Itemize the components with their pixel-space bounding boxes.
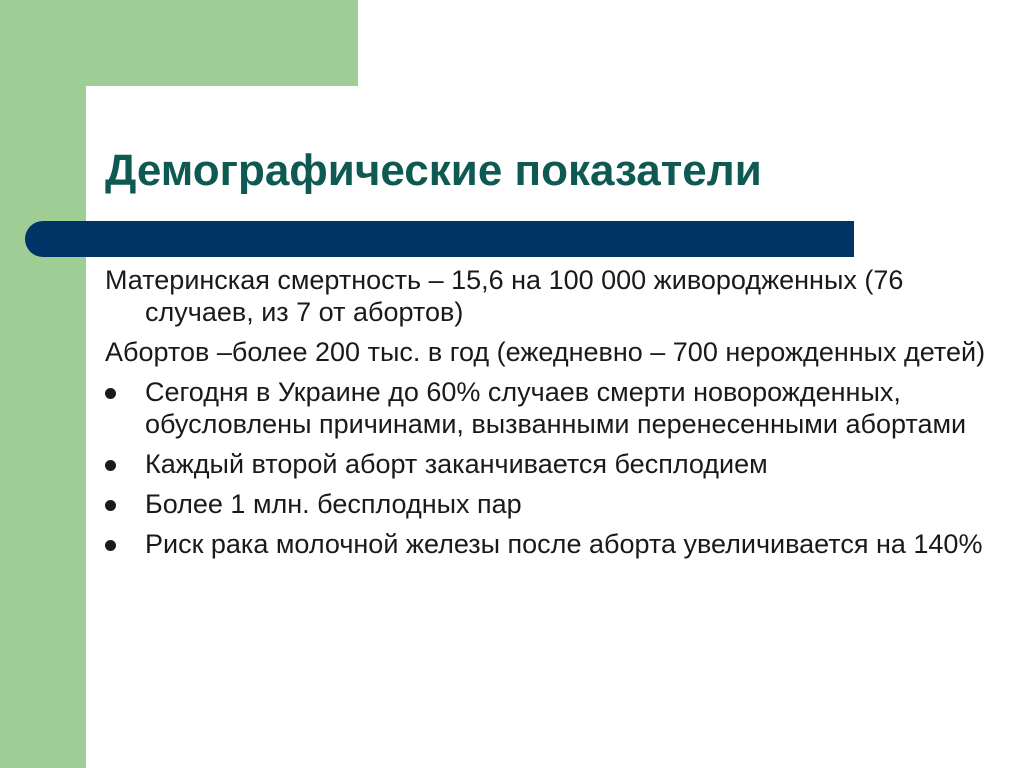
slide-title: Демографические показатели <box>105 146 762 195</box>
title-divider-bar <box>25 221 854 257</box>
list-item: Сегодня в Украине до 60% случаев смерти новорожденных, обусловлены причинами, вызванными перенесенными абортами <box>105 376 1005 440</box>
decorative-green-band-left <box>0 0 86 768</box>
list-item: Абортов –более 200 тыс. в год (ежедневно – 700 нерожденных детей) <box>105 337 986 367</box>
list-item: Риск рака молочной железы после аборта увеличивается на 140% <box>105 528 1005 560</box>
decorative-green-band-top <box>0 0 358 86</box>
list-item: Каждый второй аборт заканчивается бесплодием <box>105 448 1005 480</box>
list-item: Материнская смертность – 15,6 на 100 000 живородженных (76 случаев, из 7 от абортов) <box>105 265 904 327</box>
list-item: Более 1 млн. бесплодных пар <box>105 488 1005 520</box>
slide-body-list <box>105 264 1005 568</box>
